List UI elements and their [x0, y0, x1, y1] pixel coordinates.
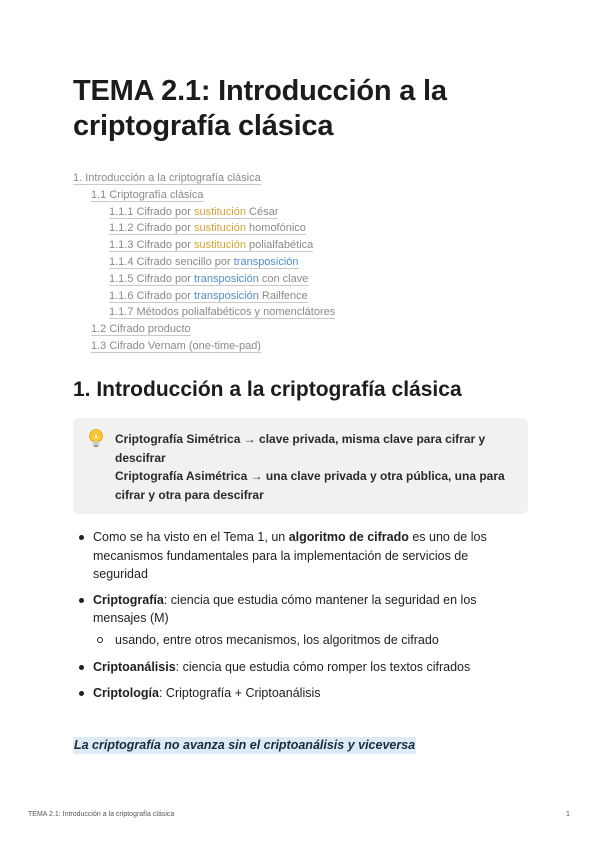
- toc-item[interactable]: [73, 187, 543, 204]
- toc-item[interactable]: [73, 254, 543, 271]
- sub-list-item: usando, entre otros mecanismos, los algoritmos de cifrado: [73, 631, 513, 650]
- bullet-dot: [79, 691, 84, 696]
- list-item: Criptoanálisis: ciencia que estudia cómo romper los textos cifrados: [73, 658, 513, 677]
- toc-item[interactable]: [73, 271, 543, 288]
- bullet-dot: [79, 598, 84, 603]
- toc-item[interactable]: [73, 220, 543, 237]
- bullet-list: [73, 528, 513, 709]
- toc-link[interactable]: 1.1.2 Cifrado por sustitución homofónico: [109, 222, 306, 235]
- toc-link[interactable]: 1.2 Cifrado producto: [91, 323, 191, 336]
- footer-title: TEMA 2.1: Introducción a la criptografía clásica: [28, 811, 175, 818]
- toc-item[interactable]: [73, 321, 543, 338]
- toc-item[interactable]: [73, 237, 543, 254]
- table-of-contents: [73, 170, 543, 355]
- toc-item[interactable]: [73, 170, 543, 187]
- callout-line-asymmetric: Criptografía Asimétrica → una clave privada y otra pública, una para cifrar y otra para descifrar: [115, 469, 505, 502]
- bullet-dot: [79, 535, 84, 540]
- toc-item[interactable]: [73, 204, 543, 221]
- toc-link[interactable]: 1.1 Criptografía clásica: [91, 188, 204, 201]
- toc-link[interactable]: 1.1.6 Cifrado por transposición Railfence: [109, 289, 308, 302]
- bullet-dot: [79, 665, 84, 670]
- lightbulb-icon: [86, 428, 106, 450]
- list-item: Criptología: Criptografía + Criptoanálisis: [73, 684, 513, 703]
- list-item: Como se ha visto en el Tema 1, un algoritmo de cifrado es uno de los mecanismos fundamentales para la implementación de servicios de seguridad: [73, 528, 513, 584]
- highlighted-quote: La criptografía no avanza sin el criptoanálisis y viceversa: [74, 738, 416, 752]
- toc-item[interactable]: [73, 288, 543, 305]
- callout-text: [115, 430, 515, 504]
- toc-link[interactable]: 1.1.3 Cifrado por sustitución polialfabética: [109, 239, 314, 252]
- list-item: Criptografía: ciencia que estudia cómo mantener la seguridad en los mensajes (M): [73, 591, 513, 628]
- callout-line-symmetric: Criptografía Simétrica → clave privada, misma clave para cifrar y descifrar: [115, 432, 486, 465]
- section-heading: 1. Introducción a la criptografía clásica: [73, 378, 462, 401]
- toc-link[interactable]: 1.1.7 Métodos polialfabéticos y nomenclátores: [109, 306, 336, 319]
- toc-link[interactable]: 1.1.4 Cifrado sencillo por transposición: [109, 255, 299, 268]
- sub-bullet-circle: [97, 637, 103, 643]
- toc-link[interactable]: 1.1.5 Cifrado por transposición con clave: [109, 272, 309, 285]
- toc-item[interactable]: [73, 338, 543, 355]
- toc-link[interactable]: 1.1.1 Cifrado por sustitución César: [109, 205, 279, 218]
- page-title: TEMA 2.1: Introducción a la criptografía clásica: [73, 75, 447, 142]
- page-number: 1: [566, 811, 570, 818]
- callout-box: [73, 418, 528, 514]
- toc-item[interactable]: [73, 304, 543, 321]
- toc-link[interactable]: 1.3 Cifrado Vernam (one-time-pad): [91, 339, 261, 352]
- toc-link[interactable]: 1. Introducción a la criptografía clásica: [73, 172, 261, 184]
